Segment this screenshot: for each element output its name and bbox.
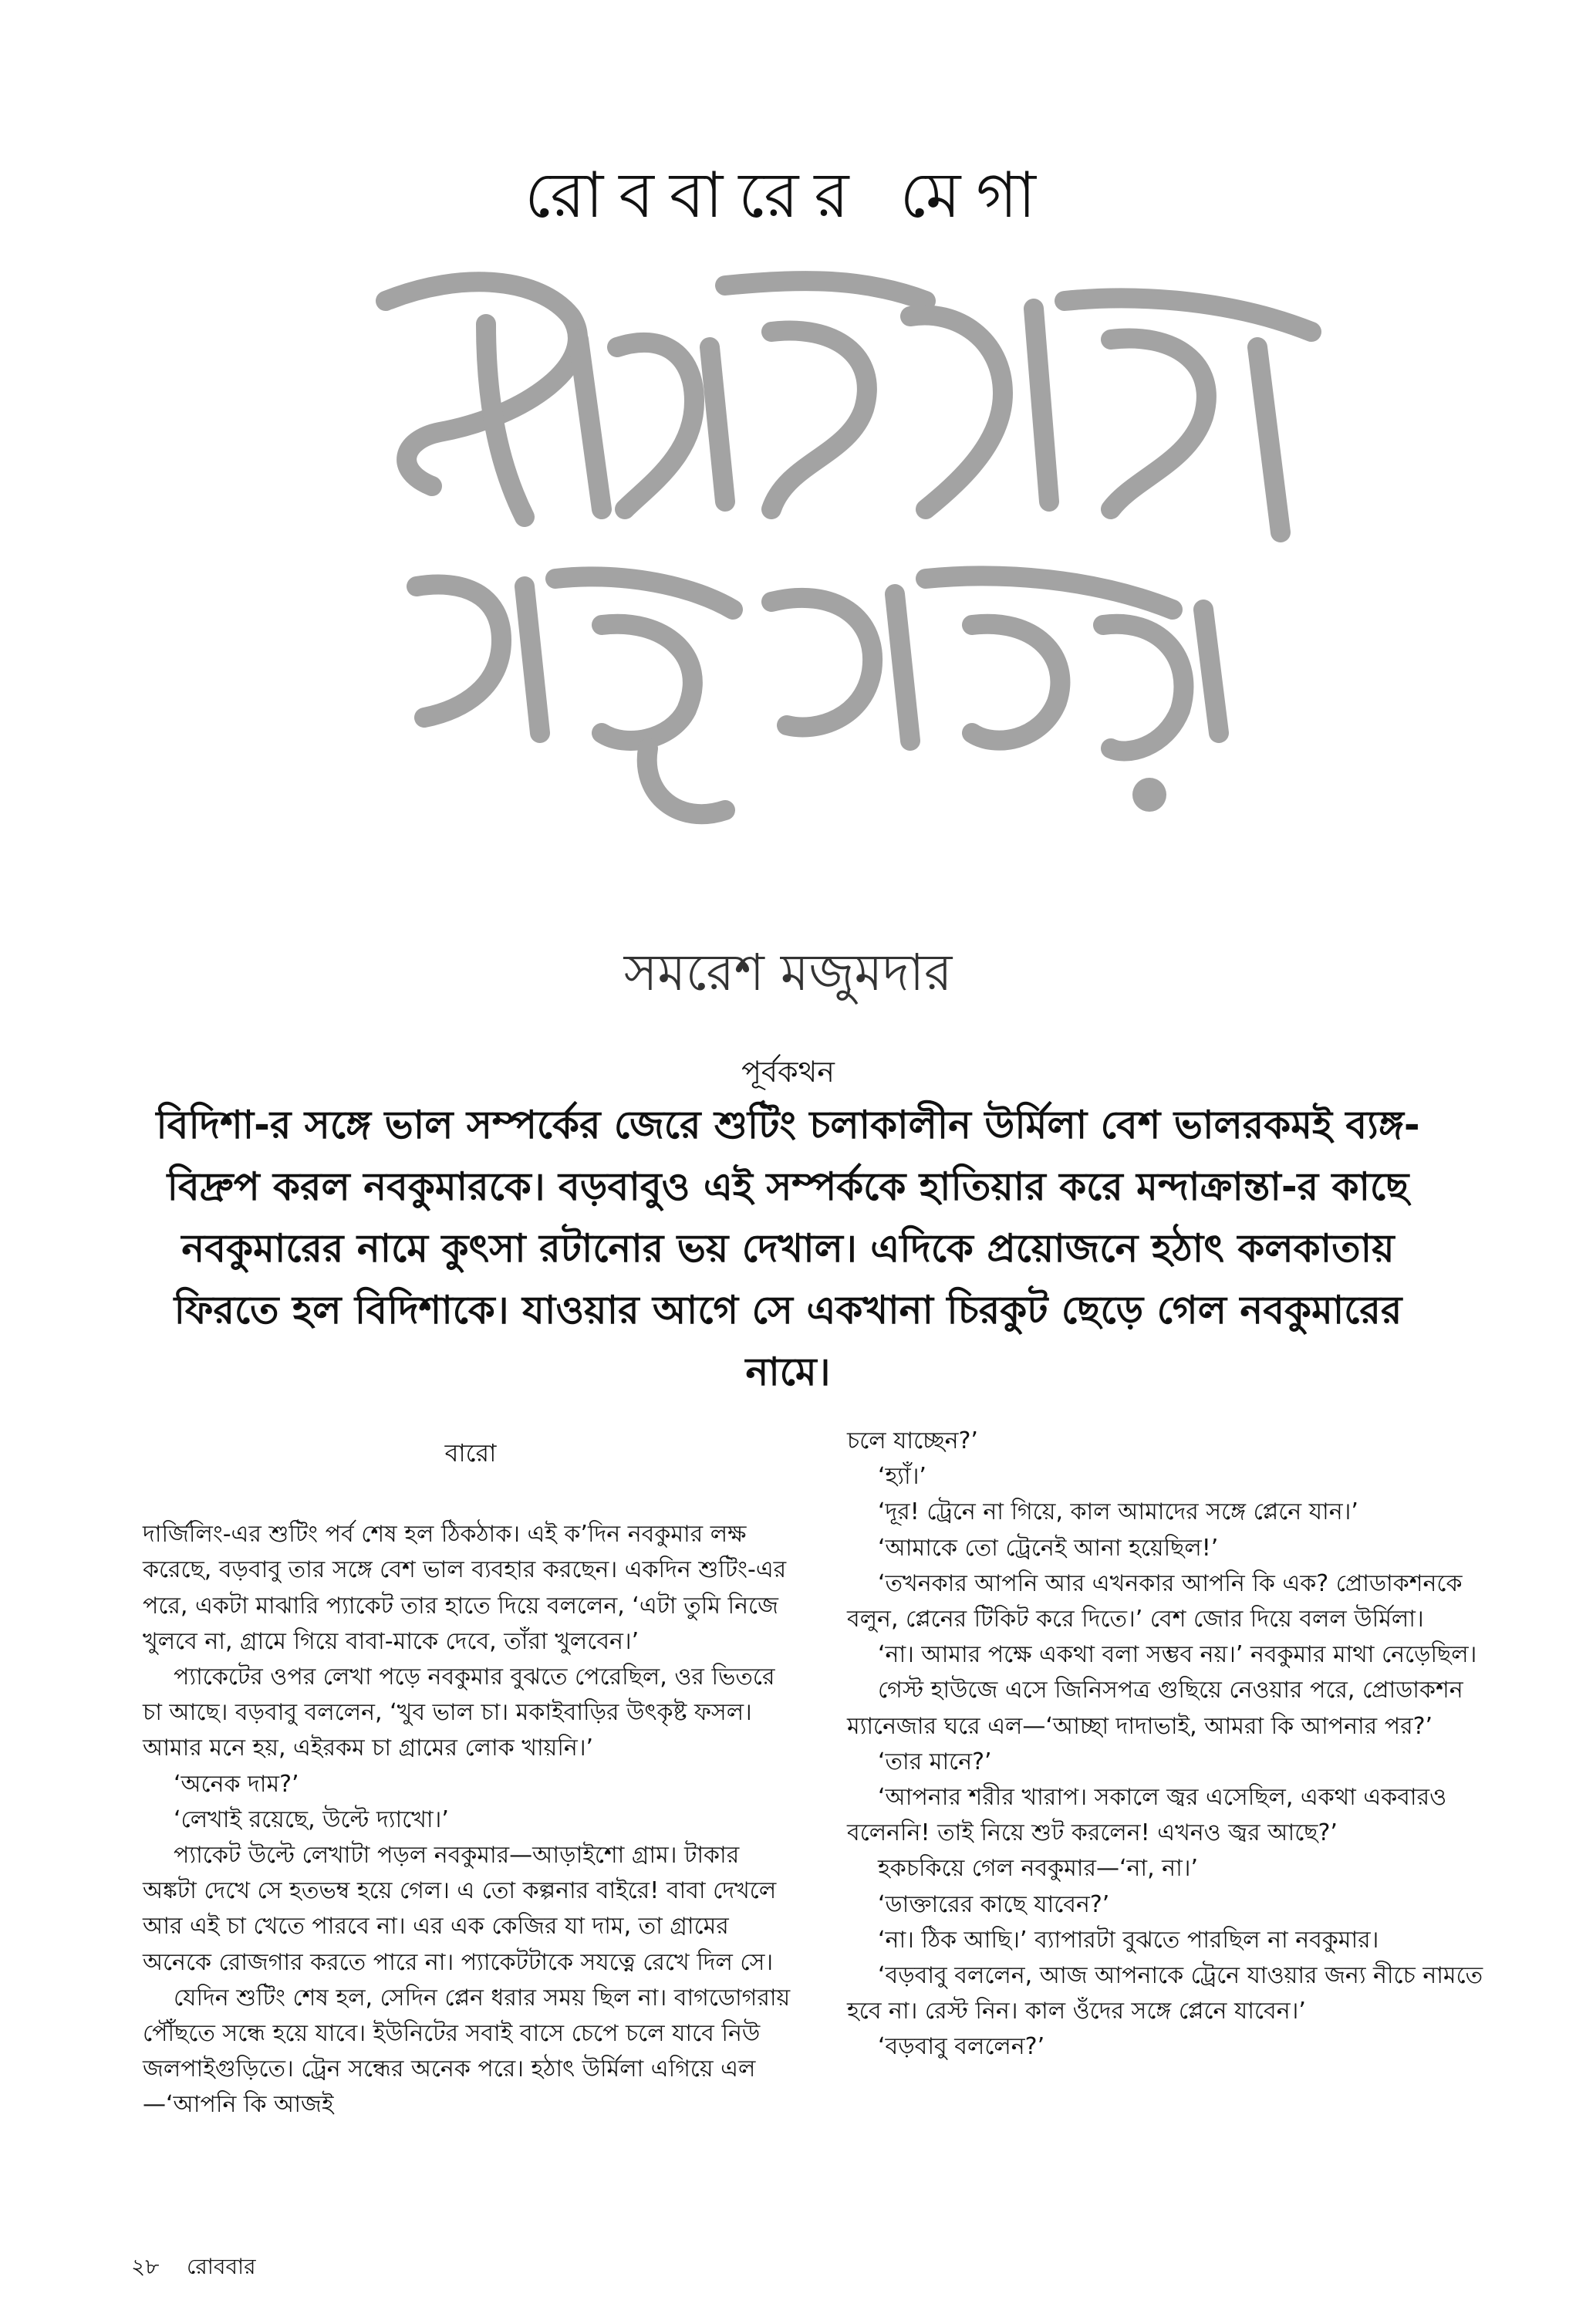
paragraph: ‘তখনকার আপনি আর এখনকার আপনি কি এক? প্রোডাকশনকে বলুন, প্লেনের টিকিট করে দিতে।’ বেশ জোর দিয়ে বলল উর্মিলা। <box>847 1569 1463 1633</box>
magazine-name: রোববার <box>187 2254 256 2279</box>
kicker-text: রোববারের মেগা <box>525 159 1051 232</box>
paragraph: হকচকিয়ে গেল নবকুমার—‘না, না।’ <box>878 1855 1199 1883</box>
chapter-heading: বারো <box>444 1438 497 1468</box>
paragraph: ‘আপনার শরীর খারাপ। সকালে জ্বর এসেছিল, একথা একবারও বলেননি! তাই নিয়ে শুট করলেন! এখনও জ্বর আছে?’ <box>847 1784 1447 1847</box>
story-column-right <box>847 1424 1503 2066</box>
paragraph: ‘না। ঠিক আছি।’ ব্যাপারটা বুঝতে পারছিল না নবকুমার। <box>878 1926 1379 1954</box>
paragraph: ‘বড়বাবু বললেন, আজ আপনাকে ট্রেনে যাওয়ার জন্য নীচে নামতে হবে না। রেস্ট নিন। কাল ওঁদের সঙ্গে প্লেনে যাবেন।’ <box>847 1962 1483 2025</box>
title-artwork <box>370 255 1342 856</box>
paragraph: ‘অনেক দাম?’ <box>174 1770 299 1798</box>
paragraph: ‘লেখাই রয়েছে, উল্টে দ্যাখো।’ <box>174 1805 449 1833</box>
paragraph: ‘না। আমার পক্ষে একথা বলা সম্ভব নয়।’ নবকুমার মাথা নেড়েছিল। <box>878 1641 1477 1669</box>
paragraph: যেদিন শুটিং শেষ হল, সেদিন প্লেন ধরার সময় ছিল না। বাগডোগরায় পৌঁছতে সন্ধে হয়ে যাবে। ইউনিটের সবাই বাসে চেপে চলে যাবে নিউ জলপাইগুড়িতে। ট্রেন সন্ধের অনেক পরে। হঠাৎ উর্মিলা এগিয়ে এল—‘আপনি কি আজই <box>143 1984 791 2119</box>
story-column-left <box>143 1435 798 2123</box>
paragraph: চলে যাচ্ছেন?’ <box>847 1427 978 1454</box>
paragraph: ‘আমাকে তো ট্রেনেই আনা হয়েছিল!’ <box>878 1534 1219 1562</box>
paragraph: ‘দূর! ট্রেনে না গিয়ে, কাল আমাদের সঙ্গে প্লেনে যান।’ <box>878 1498 1358 1526</box>
synopsis-text: বিদিশা-র সঙ্গে ভাল সম্পর্কের জেরে শুটিং চলাকালীন উর্মিলা বেশ ভালরকমই ব্যঙ্গ-বিদ্রুপ করল নবকুমারকে। বড়বাবুও এই সম্পর্ককে হাতিয়ার করে মন্দাক্রান্তা-র কাছে নবকুমারের নামে কুৎসা রটানোর ভয় দেখাল। এদিকে প্রয়োজনে হঠাৎ কলকাতায় ফিরতে হল বিদিশাকে। যাওয়ার আগে সে একখানা চিরকুট ছেড়ে গেল নবকুমারের নামে। <box>156 1103 1420 1394</box>
paragraph: ‘তার মানে?’ <box>878 1748 992 1775</box>
paragraph: ‘বড়বাবু বললেন?’ <box>878 2033 1045 2061</box>
paragraph: গেস্ট হাউজে এসে জিনিসপত্র গুছিয়ে নেওয়ার পরে, প্রোডাকশন ম্যানেজার ঘরে এল—‘আচ্ছা দাদাভাই, আমরা কি আপনার পর?’ <box>847 1677 1463 1740</box>
paragraph: প্যাকেট উল্টে লেখাটা পড়ল নবকুমার—আড়াইশো গ্রাম। টাকার অঙ্কটা দেখে সে হতভম্ব হয়ে গেল। এ তো কল্পনার বাইরে! বাবা দেখলে আর এই চা খেতে পারবে না। এর এক কেজির যা দাম, তা গ্রামের অনেকে রোজগার করতে পারে না। প্যাকেটটাকে সযত্নে রেখে দিল সে। <box>143 1842 777 1976</box>
paragraph: ‘ডাক্তারের কাছে যাবেন?’ <box>878 1890 1110 1918</box>
page-footer <box>131 2250 256 2286</box>
author-name: সমরেশ মজুমদার <box>623 943 953 1002</box>
page-number: ২৮ <box>131 2254 160 2279</box>
paragraph: দার্জিলিং-এর শুটিং পর্ব শেষ হল ঠিকঠাক। এই ক’দিন নবকুমার লক্ষ করেছে, বড়বাবু তার সঙ্গে বেশ ভাল ব্যবহার করছেন। একদিন শুটিং-এর পরে, একটা মাঝারি প্যাকেট তার হাতে দিয়ে বললেন, ‘এটা তুমি নিজে খুলবে না, গ্রামে গিয়ে বাবা-মাকে দেবে, তাঁরা খুলবেন।’ <box>143 1521 787 1655</box>
synopsis-label: পূর্বকথন <box>741 1055 835 1089</box>
paragraph: প্যাকেটের ওপর লেখা পড়ে নবকুমার বুঝতে পেরেছিল, ওর ভিতরে চা আছে। বড়বাবু বললেন, ‘খুব ভাল চা। মকাইবাড়ির উৎকৃষ্ট ফসল। আমার মনে হয়, এইরকম চা গ্রামের লোক খায়নি।’ <box>143 1664 775 1762</box>
paragraph: ‘হ্যাঁ।’ <box>878 1463 926 1491</box>
